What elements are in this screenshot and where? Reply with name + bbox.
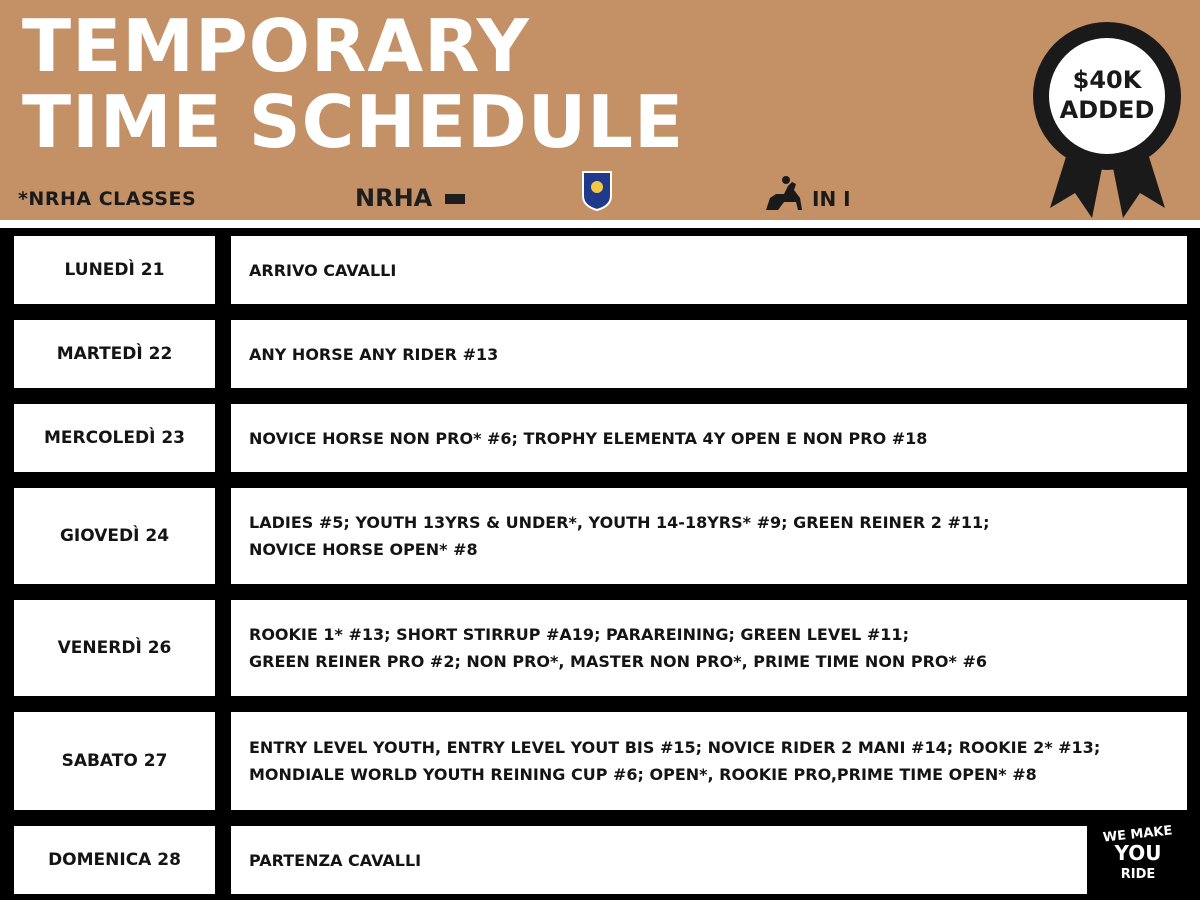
events-cell — [231, 320, 1187, 388]
events-cell — [231, 712, 1187, 810]
we-make-you-ride-logo — [1088, 812, 1188, 896]
day-cell: LUNEDÌ 21 — [14, 236, 215, 304]
badge-amount: $40K — [1072, 66, 1142, 94]
events-text: ANY HORSE ANY RIDER #13 — [249, 344, 499, 364]
wmyr-line-2: YOU — [1114, 841, 1162, 865]
nrha-logo — [355, 180, 475, 214]
events-text: ENTRY LEVEL YOUTH, ENTRY LEVEL YOUT BIS #15; NOVICE RIDER 2 MANI #14; ROOKIE 2* #13; MONDIALE WORLD YOUTH REINING CUP #6; OPEN*, ROOKIE PRO,PRIME TIME OPEN* #8 — [249, 738, 1101, 784]
events-cell — [231, 488, 1187, 584]
wmyr-line-3: RIDE — [1120, 867, 1156, 882]
events-text: ARRIVO CAVALLI — [249, 260, 397, 280]
federation-shield-logo — [580, 170, 614, 212]
page-title — [22, 4, 685, 164]
events-text: PARTENZA CAVALLI — [249, 850, 422, 870]
title-line-2: TIME SCHEDULE — [22, 80, 685, 164]
rider-logo-text: IN I — [812, 187, 851, 211]
day-cell: VENERDÌ 26 — [14, 600, 215, 696]
day-cell: MARTEDÌ 22 — [14, 320, 215, 388]
events-cell — [231, 826, 1087, 894]
day-cell: GIOVEDÌ 24 — [14, 488, 215, 584]
events-cell — [231, 600, 1187, 696]
events-text: NOVICE HORSE NON PRO* #6; TROPHY ELEMENTA 4Y OPEN E NON PRO #18 — [249, 428, 928, 448]
day-cell: DOMENICA 28 — [14, 826, 215, 894]
horse-rider-logo — [762, 172, 852, 214]
day-cell: MERCOLEDÌ 23 — [14, 404, 215, 472]
prize-rosette-badge — [1030, 18, 1185, 223]
events-cell — [231, 236, 1187, 304]
header-banner — [0, 0, 1200, 220]
nrha-classes-note: *NRHA CLASSES — [18, 188, 197, 210]
nrha-logo-text: NRHA — [355, 184, 433, 212]
events-cell — [231, 404, 1187, 472]
badge-added: ADDED — [1059, 96, 1155, 124]
day-cell: SABATO 27 — [14, 712, 215, 810]
events-text: ROOKIE 1* #13; SHORT STIRRUP #A19; PARAREINING; GREEN LEVEL #11; GREEN REINER PRO #2; NON PRO*, MASTER NON PRO*, PRIME TIME NON PRO* #6 — [249, 625, 987, 671]
events-text: LADIES #5; YOUTH 13YRS & UNDER*, YOUTH 14-18YRS* #9; GREEN REINER 2 #11; NOVICE HORSE OPEN* #8 — [249, 513, 990, 559]
title-line-1: TEMPORARY — [22, 4, 530, 88]
header-divider — [0, 220, 1200, 228]
wmyr-line-1: WE MAKE — [1102, 823, 1174, 846]
